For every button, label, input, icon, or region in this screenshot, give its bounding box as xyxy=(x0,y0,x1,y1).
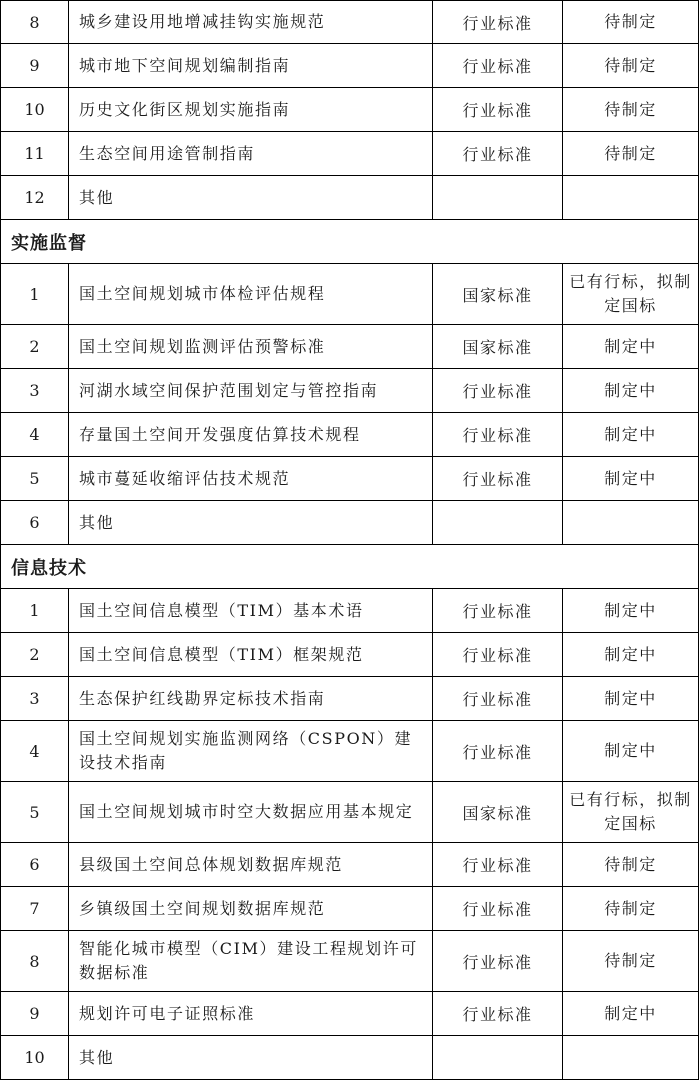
table-row xyxy=(0,633,699,677)
row-number: 3 xyxy=(1,677,69,720)
standard-level: 行业标准 xyxy=(433,843,563,886)
table-row xyxy=(0,887,699,931)
standard-status: 制定中 xyxy=(604,644,657,664)
standard-level: 行业标准 xyxy=(433,369,563,412)
standard-level: 行业标准 xyxy=(433,589,563,632)
row-number: 9 xyxy=(1,992,69,1035)
standard-level xyxy=(433,501,563,544)
row-number: 1 xyxy=(1,264,69,324)
standard-level: 行业标准 xyxy=(433,457,563,500)
standard-name: 国土空间规划城市时空大数据应用基本规定 xyxy=(69,782,433,842)
row-number: 10 xyxy=(1,1036,69,1079)
standard-level: 行业标准 xyxy=(433,413,563,456)
standard-level: 行业标准 xyxy=(433,931,563,991)
standard-level: 行业标准 xyxy=(433,44,563,87)
standard-status: 制定中 xyxy=(604,741,657,760)
standard-status: 制定中 xyxy=(604,380,657,400)
table-row xyxy=(0,1036,699,1080)
standard-level xyxy=(433,176,563,219)
row-number: 6 xyxy=(1,843,69,886)
standard-name: 其他 xyxy=(69,501,433,544)
row-number: 11 xyxy=(1,132,69,175)
standard-name: 乡镇级国土空间规划数据库规范 xyxy=(69,887,433,930)
row-number: 5 xyxy=(1,782,69,842)
table-row xyxy=(0,931,699,992)
standard-name: 城市地下空间规划编制指南 xyxy=(69,44,433,87)
table-row xyxy=(0,677,699,721)
standard-name: 城乡建设用地增减挂钩实施规范 xyxy=(69,1,433,43)
standard-status: 待制定 xyxy=(604,143,657,163)
row-number: 12 xyxy=(1,176,69,219)
standard-level: 行业标准 xyxy=(433,721,563,781)
standard-name: 国土空间信息模型（TIM）框架规范 xyxy=(69,633,433,676)
table-row xyxy=(0,501,699,545)
row-number: 10 xyxy=(1,88,69,131)
standard-name: 其他 xyxy=(69,1036,433,1079)
standard-status xyxy=(563,176,698,219)
row-number: 8 xyxy=(1,1,69,43)
standard-level: 行业标准 xyxy=(433,992,563,1035)
standard-status: 待制定 xyxy=(604,854,657,874)
standard-level: 行业标准 xyxy=(433,677,563,720)
row-number: 7 xyxy=(1,887,69,930)
standard-name: 智能化城市模型（CIM）建设工程规划许可数据标准 xyxy=(69,931,433,991)
row-number: 6 xyxy=(1,501,69,544)
table-row xyxy=(0,132,699,176)
standard-level: 行业标准 xyxy=(433,88,563,131)
standard-status: 待制定 xyxy=(604,55,657,75)
table-row xyxy=(0,992,699,1036)
row-number: 3 xyxy=(1,369,69,412)
table-row xyxy=(0,843,699,887)
table-row xyxy=(0,325,699,369)
table-row xyxy=(0,413,699,457)
table-row xyxy=(0,88,699,132)
standard-level: 国家标准 xyxy=(433,782,563,842)
standard-status: 已有行标，拟制定国标 xyxy=(569,790,692,833)
table-row xyxy=(0,589,699,633)
row-number: 9 xyxy=(1,44,69,87)
standard-name: 国土空间规划监测评估预警标准 xyxy=(69,325,433,368)
row-number: 4 xyxy=(1,413,69,456)
standard-level: 国家标准 xyxy=(433,325,563,368)
table-row xyxy=(0,0,699,44)
standard-status: 制定中 xyxy=(604,336,657,356)
standard-name: 生态空间用途管制指南 xyxy=(69,132,433,175)
standard-name: 县级国土空间总体规划数据库规范 xyxy=(69,843,433,886)
row-number: 2 xyxy=(1,325,69,368)
table-row xyxy=(0,44,699,88)
standard-status: 待制定 xyxy=(604,898,657,918)
row-number: 2 xyxy=(1,633,69,676)
standard-name: 国土空间规划实施监测网络（CSPON）建设技术指南 xyxy=(69,721,433,781)
standard-name: 河湖水域空间保护范围划定与管控指南 xyxy=(69,369,433,412)
standard-status: 制定中 xyxy=(604,468,657,488)
standard-name: 存量国土空间开发强度估算技术规程 xyxy=(69,413,433,456)
standard-level: 国家标准 xyxy=(433,264,563,324)
section-heading: 实施监督 xyxy=(0,220,699,264)
table-row xyxy=(0,721,699,782)
standard-status: 待制定 xyxy=(604,951,657,970)
table-row xyxy=(0,457,699,501)
row-number: 5 xyxy=(1,457,69,500)
standard-name: 规划许可电子证照标准 xyxy=(69,992,433,1035)
standard-name: 城市蔓延收缩评估技术规范 xyxy=(69,457,433,500)
standard-level: 行业标准 xyxy=(433,1,563,43)
standard-status xyxy=(563,501,698,544)
standard-name: 国土空间信息模型（TIM）基本术语 xyxy=(69,589,433,632)
standard-level: 行业标准 xyxy=(433,633,563,676)
standard-status xyxy=(563,1036,698,1079)
section-heading: 信息技术 xyxy=(0,545,699,589)
standard-level: 行业标准 xyxy=(433,132,563,175)
standard-name: 其他 xyxy=(69,176,433,219)
row-number: 1 xyxy=(1,589,69,632)
row-number: 8 xyxy=(1,931,69,991)
standard-level: 行业标准 xyxy=(433,887,563,930)
table-row xyxy=(0,782,699,843)
standard-status: 制定中 xyxy=(604,688,657,708)
standard-status: 制定中 xyxy=(604,424,657,444)
row-number: 4 xyxy=(1,721,69,781)
standard-status: 待制定 xyxy=(604,99,657,119)
standard-level xyxy=(433,1036,563,1079)
table-row xyxy=(0,369,699,413)
standard-status: 制定中 xyxy=(604,1003,657,1023)
standard-status: 待制定 xyxy=(604,12,657,31)
table-row xyxy=(0,264,699,325)
standard-name: 国土空间规划城市体检评估规程 xyxy=(69,264,433,324)
standard-status: 已有行标，拟制定国标 xyxy=(569,272,692,315)
table-row xyxy=(0,176,699,220)
standard-status: 制定中 xyxy=(604,600,657,620)
standard-name: 历史文化街区规划实施指南 xyxy=(69,88,433,131)
standard-name: 生态保护红线勘界定标技术指南 xyxy=(69,677,433,720)
